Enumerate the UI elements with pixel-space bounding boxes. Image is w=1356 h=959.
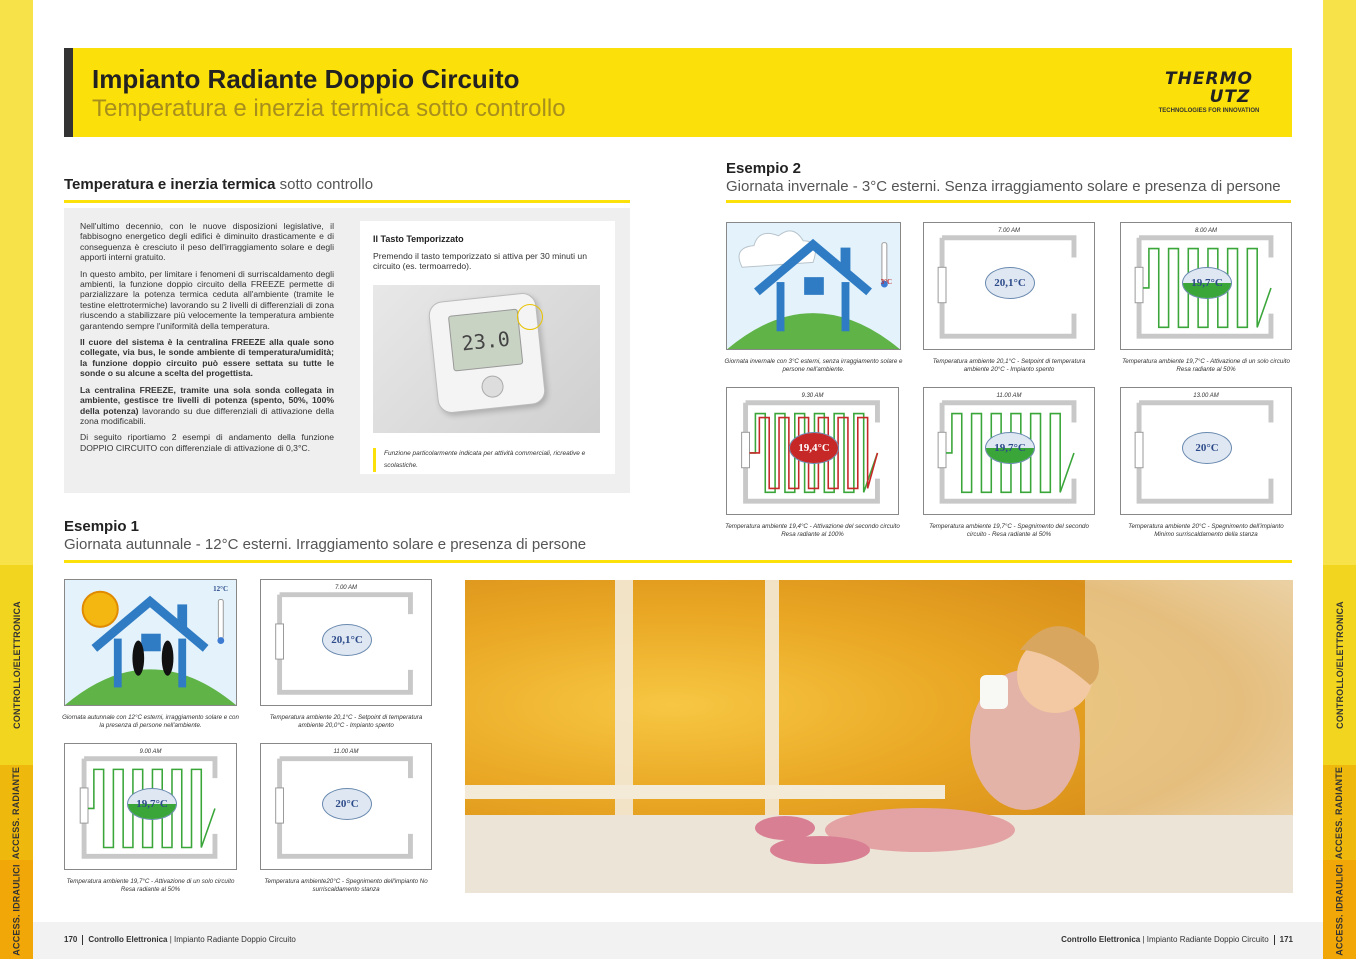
example2-panel-2 xyxy=(923,222,1095,350)
photo-illustration xyxy=(465,580,1293,893)
panel-time: 7.00 AM xyxy=(334,585,358,591)
child-window-photo xyxy=(465,580,1293,893)
example2-caption-3: Temperatura ambiente 19,7°C - Attivazione di un solo circuito Resa radiante al 50% xyxy=(1122,358,1290,373)
room-temperature-badge: 19,7°C xyxy=(127,788,177,820)
panel-time: 9.30 AM xyxy=(801,393,824,399)
example1-caption-2: Temperatura ambiente 20,1°C - Setpoint di temperatura ambiente 20,0°C - Impianto spento xyxy=(269,714,423,729)
header-band xyxy=(64,48,1292,137)
thermostat-display: 23.0 xyxy=(448,309,523,372)
example2-caption-6: Temperatura ambiente 20°C - Spegnimento dell'impianto Minimo surriscaldamento della stanza xyxy=(1128,523,1284,538)
room-temperature-badge: 20°C xyxy=(322,788,372,820)
example1-rule xyxy=(64,560,1292,563)
room-temperature-badge: 19,4°C xyxy=(789,432,839,464)
example1-caption-3: Temperatura ambiente 19,7°C - Attivazione di un solo circuito Resa radiante al 50% xyxy=(66,878,235,893)
example1-caption-1: Giornata autunnale con 12°C esterni, irraggiamento solare e con la presenza di persone nell'ambiente. xyxy=(62,714,239,729)
example1-subtitle: Giornata autunnale - 12°C esterni. Irraggiamento solare e presenza di persone xyxy=(64,536,587,553)
example2-panel-6 xyxy=(1120,387,1292,515)
panel-time: 9.00 AM xyxy=(139,749,162,755)
outdoor-temperature: 12°C xyxy=(213,585,228,593)
panel-time: 8.00 AM xyxy=(1194,228,1218,234)
room-temperature-badge: 20,1°C xyxy=(985,267,1035,299)
tasto-title: Il Tasto Temporizzato xyxy=(373,234,464,244)
thermostat-photo xyxy=(373,285,600,433)
room-temperature-badge: 20,1°C xyxy=(322,624,372,656)
example2-caption-5: Temperatura ambiente 19,7°C - Spegnimento del secondo circuito - Resa radiante al 50% xyxy=(929,523,1089,538)
panel-time: 13.00 AM xyxy=(1193,393,1219,399)
thermoutz-logo: THERMO UTZ TECHNOLOGIES FOR INNOVATION xyxy=(1158,69,1260,114)
example2-title: Esempio 2 xyxy=(726,160,802,177)
example2-panel-4 xyxy=(726,387,899,515)
sunny-house-illustration xyxy=(65,580,236,705)
example2-panel-3 xyxy=(1120,222,1292,350)
tab-access-radiante-right[interactable]: ACCESS. RADIANTE xyxy=(1323,765,1356,860)
panel-time: 7.00 AM xyxy=(997,228,1021,234)
section-title: Temperatura e inerzia termica sotto controllo xyxy=(64,176,374,193)
example1-panel-3 xyxy=(64,743,237,870)
tasto-note: Funzione particolarmente indicata per attività commerciali, ricreative e scolastiche. xyxy=(373,448,615,472)
page-subtitle: Temperatura e inerzia termica sotto controllo xyxy=(92,95,566,122)
example2-caption-4: Temperatura ambiente 19,4°C - Attivazione del secondo circuito Resa radiante al 100% xyxy=(725,523,900,538)
section-rule xyxy=(64,200,630,203)
example2-panel-5 xyxy=(923,387,1095,515)
tab-controllo-elettronica-right[interactable]: CONTROLLO/ELETTRONICA xyxy=(1323,565,1356,765)
room-temperature-badge: 20°C xyxy=(1182,432,1232,464)
tab-access-radiante[interactable]: ACCESS. RADIANTE xyxy=(0,765,33,860)
example1-caption-4: Temperatura ambiente20°C - Spegnimento dell'impianto No surriscaldamento stanza xyxy=(264,878,428,893)
right-sidebar xyxy=(1323,0,1356,959)
intro-text: Nell'ultimo decennio, con le nuove disposizioni legislative, il fabbisogno energetico degli edifici è diminuito drasticamente e di conseguenza è cresciuto il peso dell'irraggiamento solare e degli apporti interni gratuito. In questo ambito, per limitare i fenomeni di surriscaldamento degli ambienti, la funzione doppio circuito della FREEZE permette di parzializzare la potenza termica ceduta all'ambiente (tramite le testine elettrotermiche) lavorando su 2 livelli di differenziali di zona riuscendo a stabilizzare più velocemente la temperatura ambiente garantendo sempre l'uniformità della temperatura. Il cuore del sistema è la centralina FREEZE alla quale sono collegate, via bus, le sonde ambiente di temperatura/umidità; la funzione doppio circuito può essere settata su tutte le sonde o su alcune a scelta del progettista. La centralina FREEZE, tramite una sola sonda collegata in ambiente, gestisce tre livelli di potenza (spento, 50%, 100% della potenza) lavorando su due differenziali di attivazione della zona modificabili. Di seguito riportiamo 2 esempi di andamento della funzione DOPPIO CIRCUITO con differenziale di attivazione di 0,3°C. xyxy=(80,221,334,453)
tasto-text: Premendo il tasto temporizzato si attiva per 30 minuti un circuito (es. termoarredo). xyxy=(373,251,587,272)
tab-access-idraulici[interactable]: ACCESS. IDRAULICI xyxy=(0,860,33,959)
panel-time: 11.00 AM xyxy=(333,749,359,755)
header-accent-bar xyxy=(64,48,73,137)
example1-panel-4 xyxy=(260,743,432,870)
left-sidebar xyxy=(0,0,33,959)
cloudy-house-illustration xyxy=(727,223,900,349)
room-temperature-badge: 19,7°C xyxy=(985,432,1035,464)
example2-subtitle: Giornata invernale - 3°C esterni. Senza irraggiamento solare e presenza di persone xyxy=(726,178,1281,195)
footer-left: 170 Controllo Elettronica | Impianto Radiante Doppio Circuito xyxy=(64,935,296,945)
example2-caption-2: Temperatura ambiente 20,1°C - Setpoint di temperatura ambiente 20°C - Impianto spento xyxy=(932,358,1086,373)
example2-panel-1 xyxy=(726,222,901,350)
example2-rule xyxy=(726,200,1291,203)
panel-time: 11.00 AM xyxy=(996,393,1022,399)
tasto-box xyxy=(360,221,615,474)
example1-panel-2 xyxy=(260,579,432,706)
room-temperature-badge: 19,7°C xyxy=(1182,267,1232,299)
thermostat-knob xyxy=(480,375,504,399)
timer-button-highlight xyxy=(517,304,543,330)
footer-right: Controllo Elettronica | Impianto Radiante Doppio Circuito 171 xyxy=(1061,935,1293,945)
example1-panel-1 xyxy=(64,579,237,706)
page-footer xyxy=(33,922,1323,959)
tab-access-idraulici-right[interactable]: ACCESS. IDRAULICI xyxy=(1323,860,1356,959)
outdoor-temperature: 3°C xyxy=(880,278,892,286)
tab-controllo-elettronica[interactable]: CONTROLLO/ELETTRONICA xyxy=(0,565,33,765)
sun-icon xyxy=(83,592,118,627)
example2-caption-1: Giornata invernale con 3°C esterni, senza irraggiamento solare e persone nell'ambiente. xyxy=(724,358,903,373)
example1-title: Esempio 1 xyxy=(64,518,140,535)
page-title: Impianto Radiante Doppio Circuito xyxy=(92,64,520,94)
